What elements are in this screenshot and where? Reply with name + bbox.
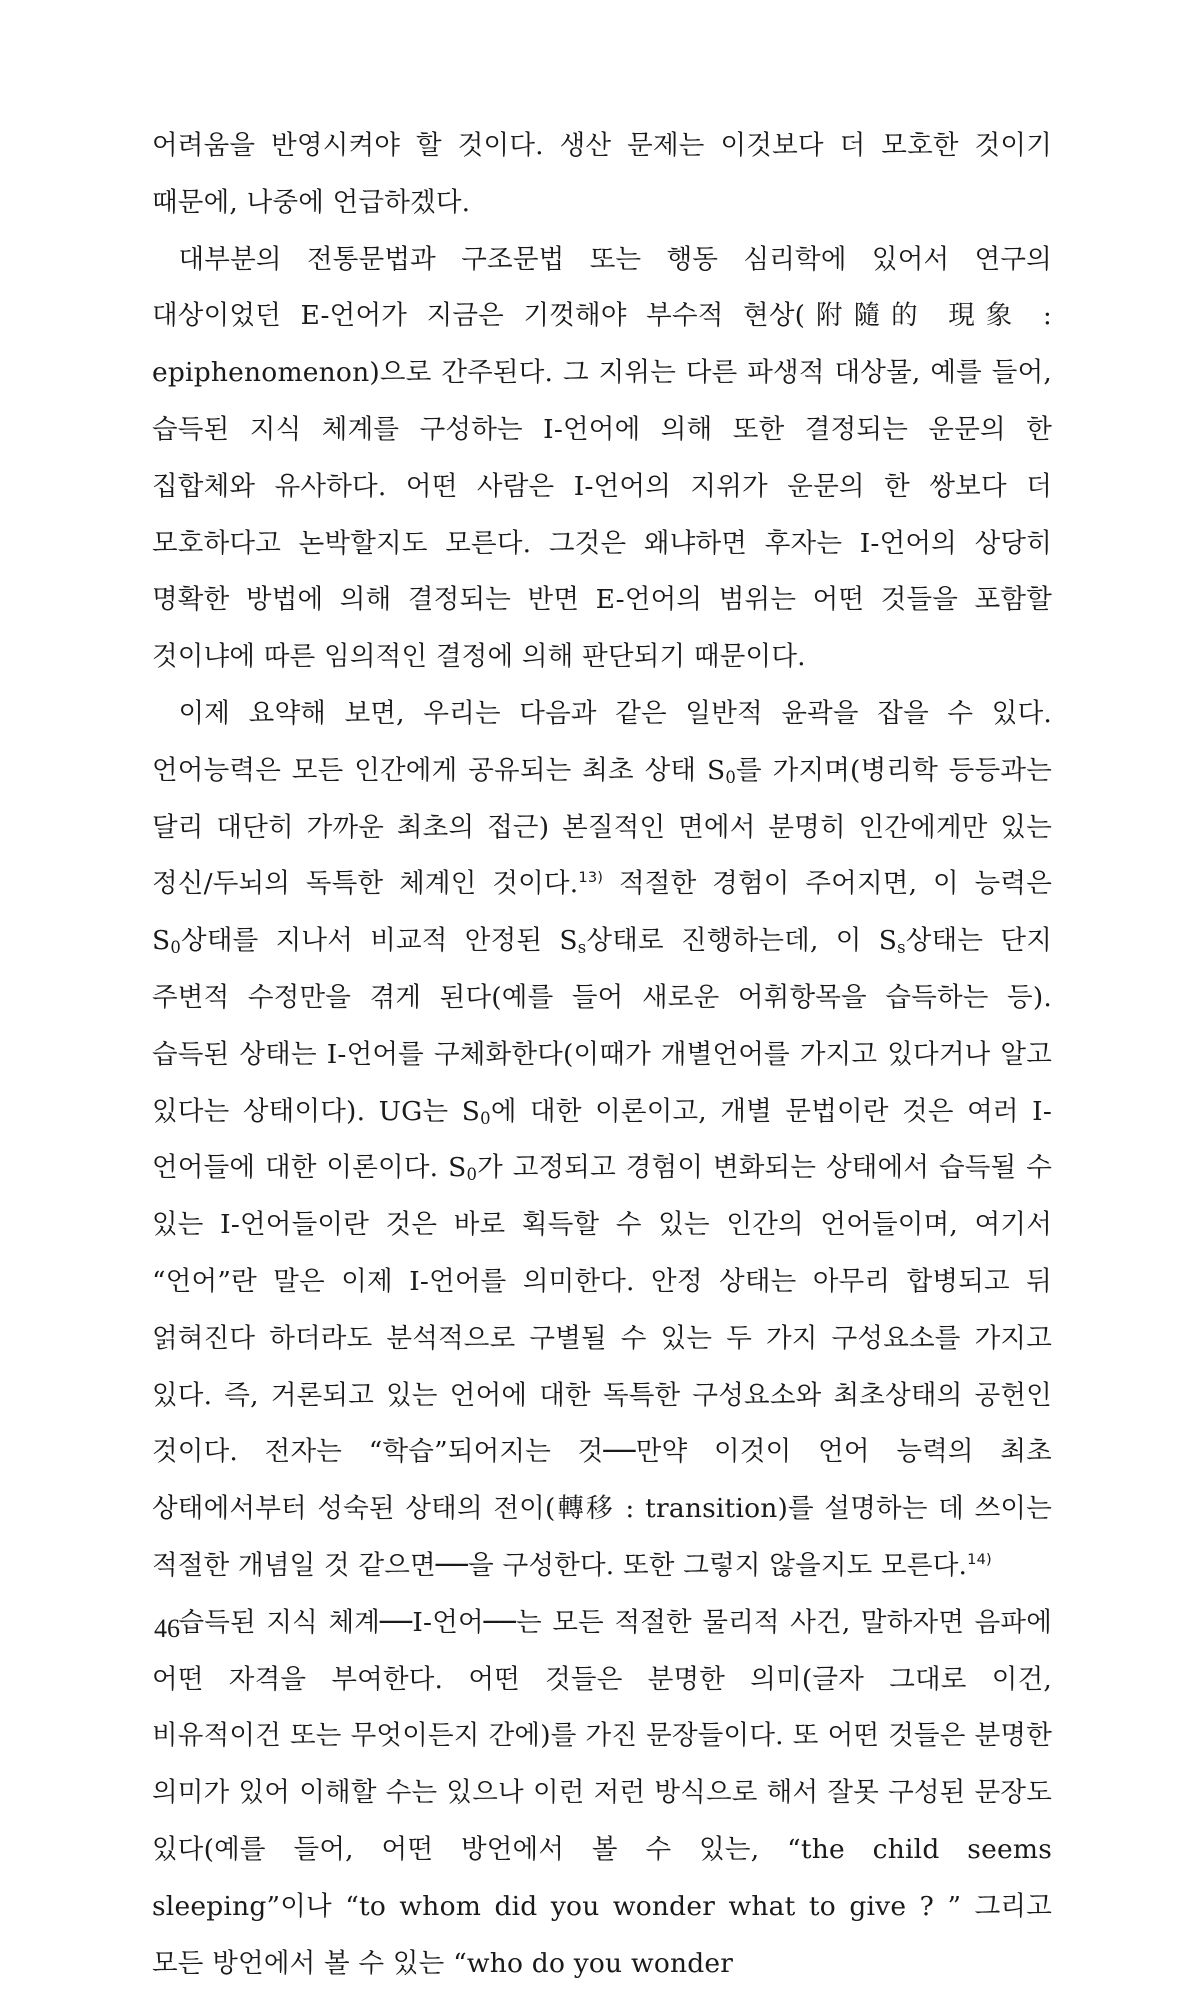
text-run: 습득된 지식 체계──I-언어──는 모든 적절한 물리적 사건, 말하자면 음파에 어떤 자격을 부여한다. 어떤 것들은 분명한 의미(글자 그대로 이건, 비유적이건 또는 무엇이든지 간에)를 가진 문장들이다. 또 어떤 것들은 분명한 의미가 있어 이해할 수는 있으나 이런 저런 방식으로 해서 잘못 구성된 문장도 있다(예를 들어, 어떤 방언에서 볼 수 있는, “the child seems sleeping”이나 “to whom did you wonder what to give ? ” 그리고 모든 방언에서 볼 수 있는 “who do you wonder [152,1606,1052,1979]
subscript: 0 [170,938,182,958]
footnote-marker: 14) [967,1550,992,1568]
text-run: 적절한 경험이 주어지면, 이 능력은 S [152,868,1052,957]
subscript: 0 [466,1165,478,1185]
page-number: 46 [154,1614,180,1643]
text-run: 어려움을 반영시켜야 할 것이다. 생산 문제는 이것보다 더 모호한 것이기 때문에, 나중에 언급하겠다. [152,130,1052,218]
page-body [152,118,1052,1992]
text-run: 가 고정되고 경험이 변화되는 상태에서 습득될 수 있는 I-언어들이란 것은 바로 획득할 수 있는 인간의 언어들이며, 여기서 “언어”란 말은 이제 I-언어를 의미한다. 안정 상태는 아무리 합병되고 뒤 얽혀진다 하더라도 분석적으로 구별될 수 있는 두 가지 구성요소를 가지고 있다. 즉, 거론되고 있는 언어에 대한 독특한 구성요소와 최초상태의 공헌인 것이다. 전자는 “학습”되어지는 것──만약 이것이 언어 능력의 최초 상태에서부터 성숙된 상태의 전이(轉移 : transition)를 설명하는 데 쓰이는 적절한 개념일 것 같으면──을 구성한다. 또한 그렇지 않을지도 모른다. [152,1152,1052,1581]
text-run: 상태를 지나서 비교적 안정된 S [181,925,578,957]
text-run: 상태로 진행하는데, 이 S [586,925,898,957]
paragraph [152,686,1052,1595]
text-run: 대부분의 전통문법과 구조문법 또는 행동 심리학에 있어서 연구의 대상이었던 E-언어가 지금은 기껏해야 부수적 현상(附隨的 現象 : epiphenomenon)으로 간주된다. 그 지위는 다른 파생적 대상물, 예를 들어, 습득된 지식 체계를 구성하는 I-언어에 의해 또한 결정되는 운문의 한 집합체와 유사하다. 어떤 사람은 I-언어의 지위가 운문의 한 쌍보다 더 모호하다고 논박할지도 모른다. 그것은 왜냐하면 후자는 I-언어의 상당히 명확한 방법에 의해 결정되는 반면 E-언어의 범위는 어떤 것들을 포함할 것이냐에 따른 임의적인 결정에 의해 판단되기 때문이다. [152,243,1052,673]
text-run: 상태는 단지 주변적 수정만을 겪게 된다(예를 들어 새로운 어휘항목을 습득하는 등). 습득된 상태는 I-언어를 구체화한다(이때가 개별언어를 가지고 있다거나 알고 있다는 상태이다). UG는 S [152,925,1052,1127]
text-run: 이제 요약해 보면, 우리는 다음과 같은 일반적 윤곽을 잡을 수 있다. 언어능력은 모든 인간에게 공유되는 최초 상태 S [152,697,1052,786]
text-run: 를 가지며(병리학 등등과는 달리 대단히 가까운 최초의 접근) 본질적인 면에서 분명히 인간에게만 있는 정신/두뇌의 독특한 체계인 것이다. [152,754,1052,900]
text-run: 에 대한 이론이고, 개별 문법이란 것은 여러 I-언어들에 대한 이론이다. S [152,1095,1052,1184]
subscript: s [897,938,906,958]
footnote-marker: 13) [578,869,604,887]
subscript: s [577,938,587,958]
subscript: 0 [480,1108,491,1128]
subscript: 0 [725,767,737,787]
paragraph [152,118,1052,232]
paragraph [152,1595,1052,1992]
paragraph [152,232,1052,686]
